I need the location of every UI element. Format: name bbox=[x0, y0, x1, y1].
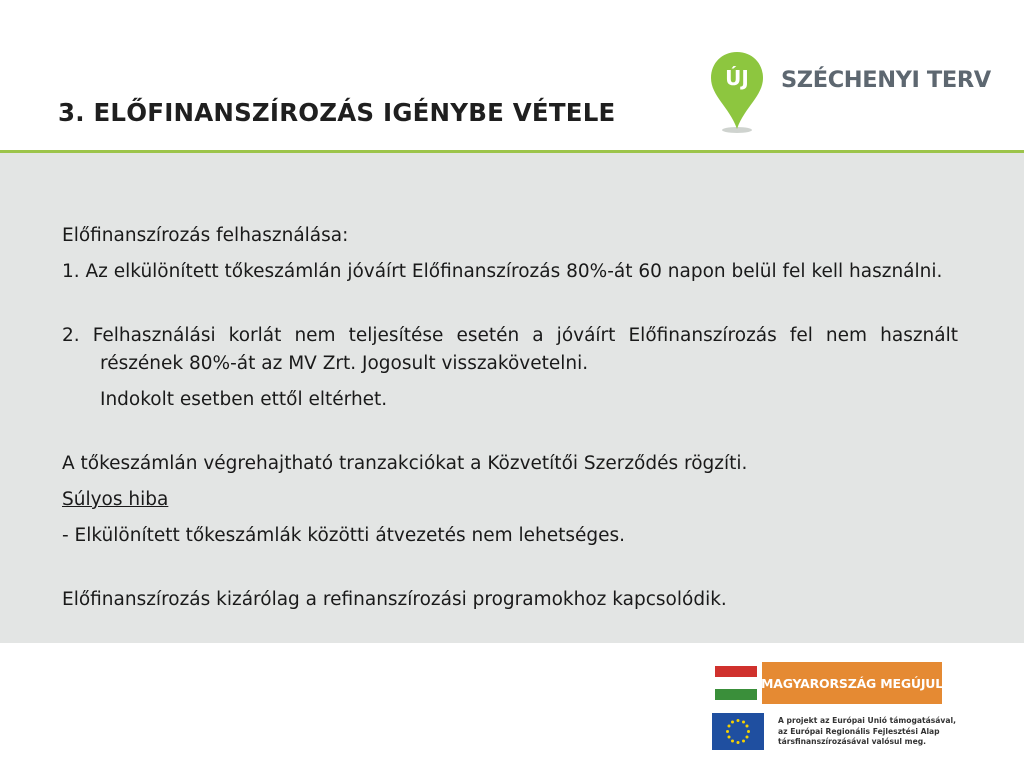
eu-funding-text bbox=[778, 716, 956, 748]
eu-funding-line-1: A projekt az Európai Unió támogatásával, bbox=[778, 716, 956, 725]
slide-title: 3. ELŐFINANSZÍROZÁS IGÉNYBE VÉTELE bbox=[58, 98, 616, 127]
logo-text: SZÉCHENYI TERV bbox=[781, 67, 991, 93]
hungarian-flag-icon bbox=[712, 662, 760, 704]
slide-body bbox=[62, 222, 958, 614]
eu-funding-line-3: társfinanszírozásával valósul meg. bbox=[778, 737, 927, 746]
list-item-2: 2. Felhasználási korlát nem teljesítése esetén a jóváírt Előfinanszírozás fel nem használt részének 80%-át az MV Zrt. Jogosult visszakövetelni. bbox=[62, 325, 958, 374]
serious-error-item: - Elkülönített tőkeszámlák közötti átvezetés nem lehetséges. bbox=[62, 525, 626, 546]
transactions-text: A tőkeszámlán végrehajtható tranzakciókat a Közvetítői Szerződés rögzíti. bbox=[62, 453, 748, 474]
list-item-1: 1. Az elkülönített tőkeszámlán jóváírt Előfinanszírozás 80%-át 60 napon belül fel kell használni. bbox=[62, 261, 943, 282]
list-item-2-note: Indokolt esetben ettől eltérhet. bbox=[100, 389, 388, 410]
eu-flag-icon bbox=[712, 713, 764, 750]
intro-text: Előfinanszírozás felhasználása: bbox=[62, 225, 349, 246]
closing-text: Előfinanszírozás kizárólag a refinanszírozási programokhoz kapcsolódik. bbox=[62, 589, 727, 610]
magyarorszag-megujul-label: MAGYARORSZÁG MEGÚJUL bbox=[762, 662, 942, 704]
szechenyi-terv-logo bbox=[708, 50, 991, 136]
eu-funding-line-2: az Európai Regionális Fejlesztési Alap bbox=[778, 726, 940, 736]
serious-error-heading: Súlyos hiba bbox=[62, 489, 169, 510]
eu-funding-logo bbox=[712, 713, 956, 751]
logo-mark: ÚJ bbox=[725, 66, 749, 90]
magyarorszag-megujul-logo bbox=[712, 662, 942, 704]
slide-header bbox=[0, 0, 1024, 152]
map-pin-icon bbox=[708, 50, 770, 134]
